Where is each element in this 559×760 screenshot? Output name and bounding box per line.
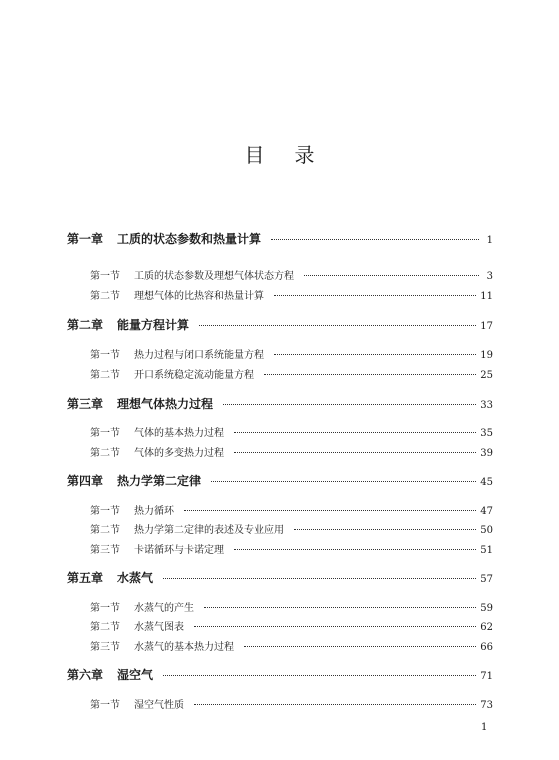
dot-leader (264, 374, 476, 375)
dot-leader (234, 549, 476, 550)
toc-section-4-2[interactable] (90, 521, 493, 536)
toc-section-1-1[interactable] (90, 267, 493, 282)
toc-section-1-2[interactable] (90, 287, 493, 302)
section-number: 第一节 (90, 603, 120, 614)
page-number: 33 (480, 400, 493, 411)
page-number: 1 (486, 235, 493, 246)
toc-chapter-1[interactable] (67, 230, 493, 247)
section-number: 第一节 (90, 700, 120, 711)
toc-section-3-2[interactable] (90, 444, 493, 459)
page-number: 51 (480, 545, 493, 556)
dot-leader (304, 275, 479, 276)
chapter-title: 热力学第二定律 (117, 474, 202, 488)
page-number: 45 (480, 477, 493, 488)
page-title: 目录 (244, 143, 345, 167)
dot-leader (274, 295, 476, 296)
dot-leader (294, 529, 476, 530)
dot-leader (271, 239, 479, 240)
dot-leader (163, 578, 476, 579)
folio-page-number: 1 (481, 722, 488, 733)
section-number: 第二节 (90, 448, 120, 459)
section-number: 第一节 (90, 428, 120, 439)
page-number: 62 (480, 622, 493, 633)
chapter-number: 第二章 (67, 318, 104, 332)
section-title: 气体的多变热力过程 (134, 448, 224, 459)
section-title: 湿空气性质 (134, 700, 184, 711)
toc-chapter-5[interactable] (67, 569, 493, 586)
toc-section-4-1[interactable] (90, 502, 493, 517)
section-title: 热力循环 (134, 506, 174, 517)
section-number: 第二节 (90, 291, 120, 302)
chapter-title: 湿空气 (117, 668, 154, 682)
chapter-title: 水蒸气 (117, 571, 154, 585)
section-title: 水蒸气的产生 (134, 603, 194, 614)
section-title: 热力过程与闭口系统能量方程 (134, 350, 264, 361)
toc-section-4-3[interactable] (90, 541, 493, 556)
dot-leader (194, 626, 476, 627)
section-number: 第三节 (90, 642, 120, 653)
page-number: 47 (480, 506, 493, 517)
section-title: 气体的基本热力过程 (134, 428, 224, 439)
page-number: 39 (480, 448, 493, 459)
section-number: 第二节 (90, 370, 120, 381)
section-number: 第二节 (90, 622, 120, 633)
page-number: 73 (480, 700, 493, 711)
section-title: 水蒸气的基本热力过程 (134, 642, 234, 653)
toc-chapter-2[interactable] (67, 316, 493, 333)
page-number: 17 (480, 321, 493, 332)
section-number: 第三节 (90, 545, 120, 556)
section-title: 热力学第二定律的表述及专业应用 (134, 525, 284, 536)
toc-section-2-2[interactable] (90, 366, 493, 381)
section-number: 第一节 (90, 350, 120, 361)
toc-section-2-1[interactable] (90, 346, 493, 361)
page-number: 57 (480, 574, 493, 585)
dot-leader (223, 404, 476, 405)
chapter-number: 第四章 (67, 474, 104, 488)
toc-section-5-3[interactable] (90, 638, 493, 653)
toc-section-5-2[interactable] (90, 618, 493, 633)
page-number: 19 (480, 350, 493, 361)
chapter-title: 工质的状态参数和热量计算 (117, 232, 262, 246)
page-number: 25 (480, 370, 493, 381)
section-title: 理想气体的比热容和热量计算 (134, 291, 264, 302)
chapter-title: 能量方程计算 (117, 318, 190, 332)
toc-chapter-3[interactable] (67, 395, 493, 412)
page-number: 59 (480, 603, 493, 614)
chapter-number: 第六章 (67, 668, 104, 682)
dot-leader (244, 646, 476, 647)
dot-leader (234, 452, 476, 453)
section-title: 开口系统稳定流动能量方程 (134, 370, 254, 381)
section-title: 工质的状态参数及理想气体状态方程 (134, 271, 294, 282)
dot-leader (184, 510, 476, 511)
toc-section-6-1[interactable] (90, 696, 493, 711)
section-title: 卡诺循环与卡诺定理 (134, 545, 224, 556)
chapter-number: 第一章 (67, 232, 104, 246)
toc-chapter-4[interactable] (67, 472, 493, 489)
dot-leader (274, 354, 476, 355)
section-number: 第一节 (90, 506, 120, 517)
chapter-number: 第三章 (67, 397, 104, 411)
toc-section-3-1[interactable] (90, 424, 493, 439)
dot-leader (194, 704, 476, 705)
section-title: 水蒸气图表 (134, 622, 184, 633)
chapter-number: 第五章 (67, 571, 104, 585)
toc-section-5-1[interactable] (90, 599, 493, 614)
chapter-title: 理想气体热力过程 (117, 397, 214, 411)
page-number: 35 (480, 428, 493, 439)
section-number: 第一节 (90, 271, 120, 282)
toc-chapter-6[interactable] (67, 666, 493, 683)
page-number: 50 (480, 525, 493, 536)
page-number: 66 (480, 642, 493, 653)
dot-leader (211, 481, 476, 482)
page-number: 11 (480, 291, 493, 302)
dot-leader (204, 607, 476, 608)
page-number: 71 (480, 671, 493, 682)
dot-leader (234, 432, 476, 433)
dot-leader (163, 675, 476, 676)
page-number: 3 (486, 271, 493, 282)
dot-leader (199, 325, 476, 326)
section-number: 第二节 (90, 525, 120, 536)
